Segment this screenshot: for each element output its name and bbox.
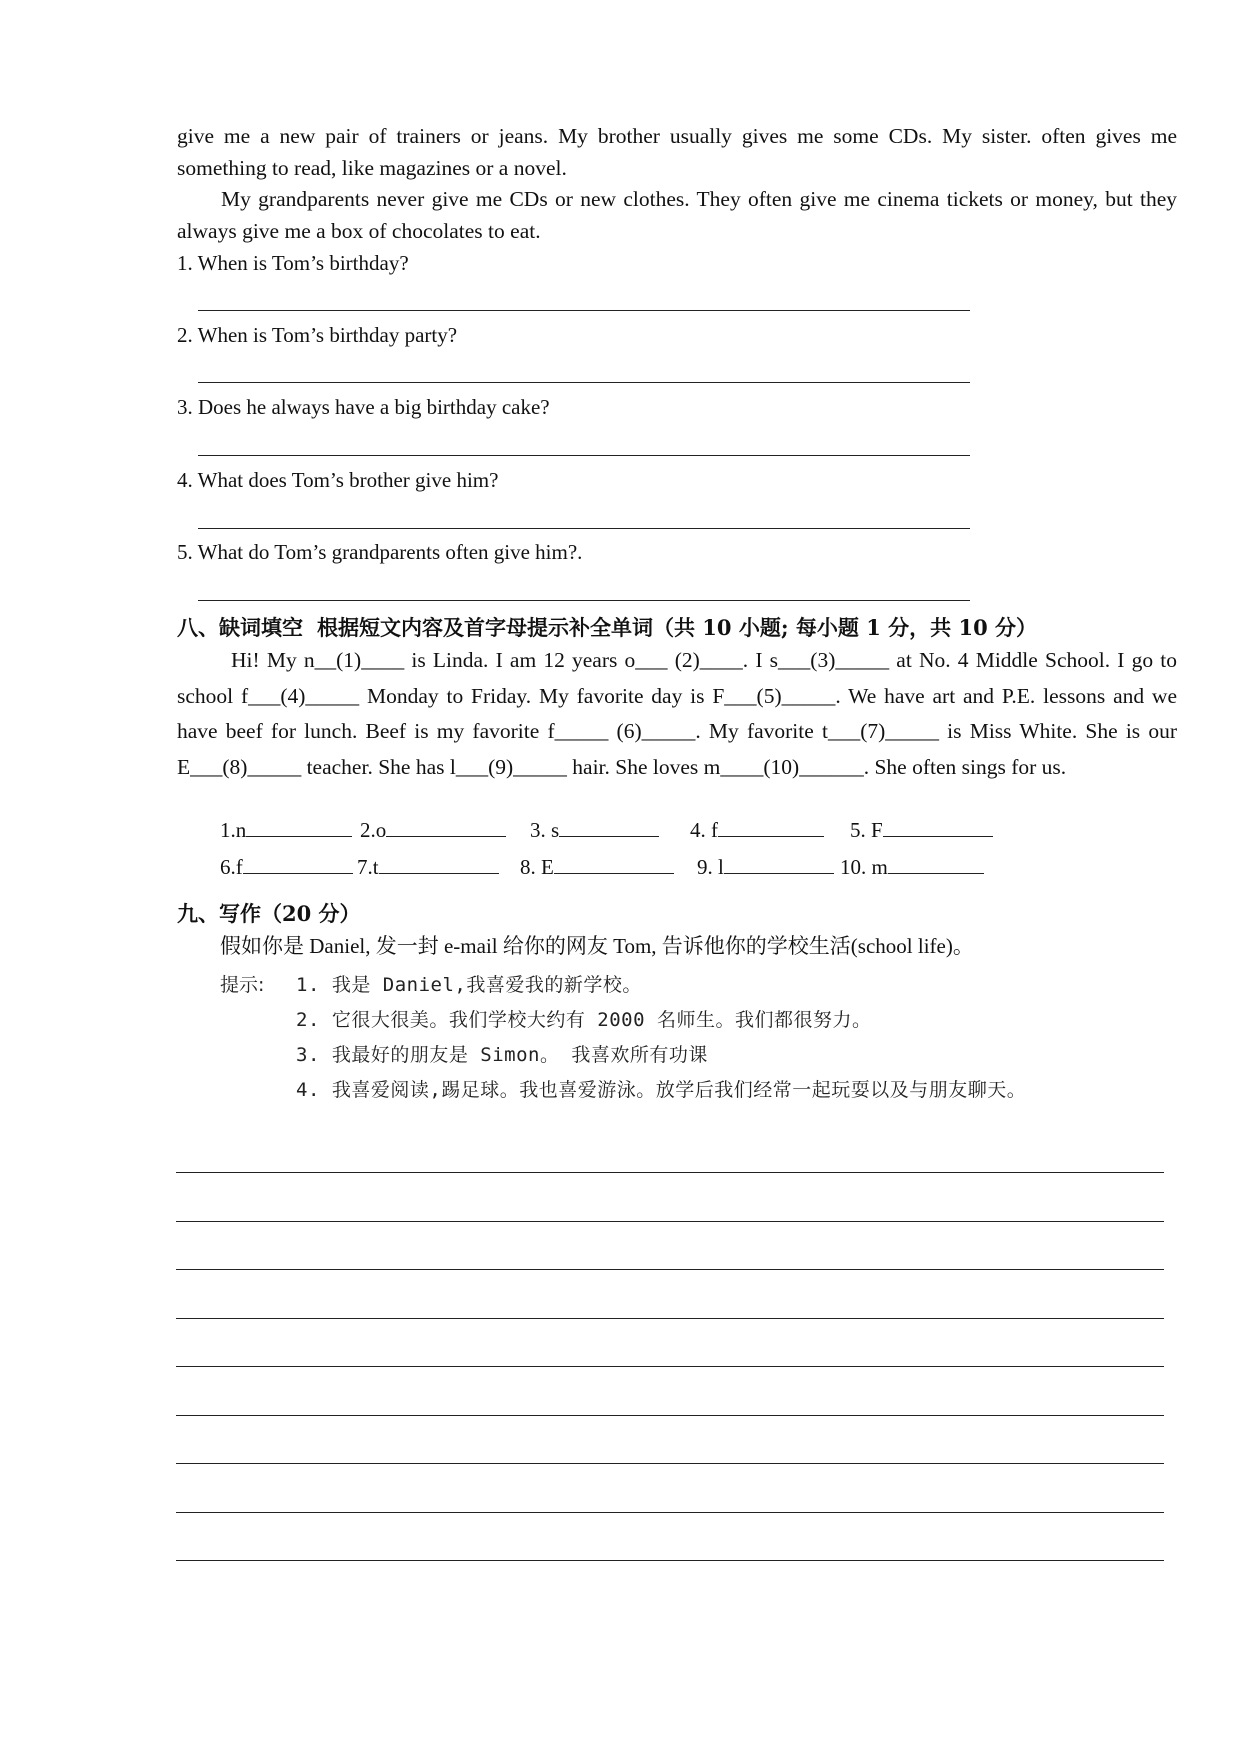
blank-item-5[interactable]: [850, 816, 993, 843]
writing-line-3[interactable]: [176, 1269, 1164, 1270]
section-8-title: 八、缺词填空: [177, 615, 303, 640]
writing-task: 假如你是 Daniel, 发一封 e-mail 给你的网友 Tom, 告诉他你的学校生活(school life)。: [220, 934, 974, 958]
blank-item-6[interactable]: [220, 853, 353, 880]
cloze-text: Hi! My n__(1)____ is Linda. I am 12 years o___ (2)____. I s___(3)_____ at No. 4 Middle School. I go to school f___(4)_____ Monday to Friday. My favorite day is F___(5)_____. We have art and P.E. lessons and we have beef for lunch. Beef is my favorite f_____ (6)_____. My favorite t___(7)_____ is Miss White. She is our E___(8)_____ teacher. She has l___(9)_____ hair. She loves m____(10)______. She often sings for us.: [177, 648, 1177, 779]
cloze-passage: [177, 643, 1177, 785]
question-1: 1. When is Tom’s birthday?: [177, 251, 409, 275]
blank-item-2[interactable]: [360, 816, 506, 843]
writing-line-7[interactable]: [176, 1463, 1164, 1464]
question-3: 3. Does he always have a big birthday cake?: [177, 395, 550, 419]
question-2: 2. When is Tom’s birthday party?: [177, 323, 458, 347]
answer-line-2[interactable]: [198, 382, 970, 383]
blank-label-1: 1.n: [220, 818, 247, 842]
blank-label-10: 10. m: [840, 855, 888, 879]
blank-label-4: 4. f: [690, 818, 718, 842]
hint-label: 提示:: [220, 974, 265, 996]
blank-item-7[interactable]: [357, 853, 499, 880]
writing-line-8[interactable]: [176, 1512, 1164, 1513]
answer-line-4[interactable]: [198, 528, 970, 529]
blank-item-1[interactable]: [220, 816, 352, 843]
answer-line-1[interactable]: [198, 310, 970, 311]
writing-line-1[interactable]: [176, 1172, 1164, 1173]
writing-line-9[interactable]: [176, 1560, 1164, 1561]
hint-4: 4. 我喜爱阅读,踢足球。我也喜爱游泳。放学后我们经常一起玩耍以及与朋友聊天。: [296, 1079, 1027, 1101]
hint-1: 1. 我是 Daniel,我喜爱我的新学校。: [296, 974, 642, 996]
passage-paragraph-2: My grandparents never give me CDs or new clothes. They often give me cinema tickets or money, but they always give me a box of chocolates to eat.: [177, 187, 1177, 243]
answer-line-3[interactable]: [198, 455, 970, 456]
writing-line-2[interactable]: [176, 1221, 1164, 1222]
hint-2: 2. 它很大很美。我们学校大约有 2000 名师生。我们都很努力。: [296, 1009, 872, 1031]
question-5: 5. What do Tom’s grandparents often give him?.: [177, 540, 583, 564]
blank-item-4[interactable]: [690, 816, 824, 843]
writing-line-6[interactable]: [176, 1415, 1164, 1416]
section-8-subtitle: 根据短文内容及首字母提示补全单词（共 10 小题; 每小题 1 分，共 10 分）: [317, 615, 1037, 640]
blank-label-7: 7.t: [357, 855, 379, 879]
hint-3: 3. 我最好的朋友是 Simon。 我喜欢所有功课: [296, 1044, 708, 1066]
section-8-heading: [177, 612, 1037, 642]
section-9-heading: 九、写作（20 分）: [177, 901, 361, 926]
writing-line-5[interactable]: [176, 1366, 1164, 1367]
answer-line-5[interactable]: [198, 600, 970, 601]
blank-label-8: 8. E: [520, 855, 554, 879]
passage-paragraph-1: give me a new pair of trainers or jeans. My brother usually gives me some CDs. My sister. often gives me something to read, like magazines or a novel.: [177, 124, 1177, 180]
question-4: 4. What does Tom’s brother give him?: [177, 468, 499, 492]
blank-label-9: 9. l: [697, 855, 724, 879]
blank-label-2: 2.o: [360, 818, 387, 842]
blank-label-3: 3. s: [530, 818, 560, 842]
blank-item-9[interactable]: [697, 853, 834, 880]
blank-item-8[interactable]: [520, 853, 674, 880]
blank-label-6: 6.f: [220, 855, 243, 879]
blank-item-3[interactable]: [530, 816, 659, 843]
blank-item-10[interactable]: [840, 853, 984, 880]
blank-label-5: 5. F: [850, 818, 883, 842]
writing-line-4[interactable]: [176, 1318, 1164, 1319]
